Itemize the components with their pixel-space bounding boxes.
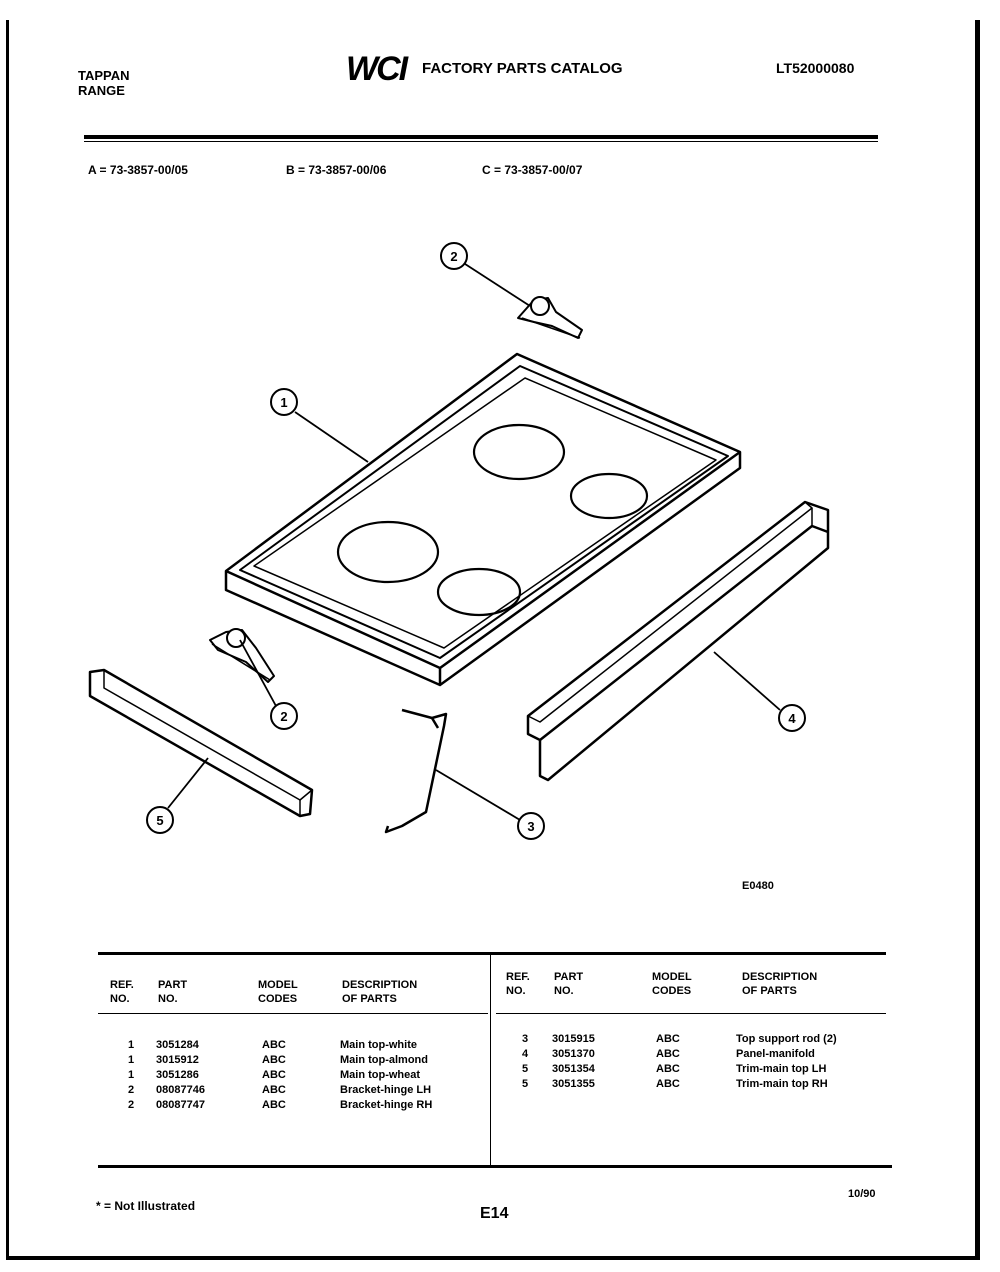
page-number: E14: [480, 1205, 509, 1222]
callout-2-top: 2: [450, 249, 458, 264]
callout-4: 4: [788, 711, 796, 726]
table-row: 5 3051355 ABC Trim-main top RH: [522, 1078, 828, 1090]
product-type: RANGE: [78, 83, 125, 98]
not-illustrated-note: * = Not Illustrated: [96, 1199, 196, 1213]
model-b: B = 73-3857-00/06: [286, 163, 387, 177]
model-a: A = 73-3857-00/05: [88, 163, 188, 177]
table-row: 1 3051284 ABC Main top-white: [128, 1039, 417, 1051]
callout-1: 1: [280, 395, 288, 410]
trim-main-top: [90, 670, 312, 816]
table-row: 2 08087746 ABC Bracket-hinge LH: [128, 1084, 432, 1096]
bracket-hinge-lh: [210, 629, 274, 682]
wci-logo: WCI: [346, 50, 407, 88]
brand-name: TAPPAN: [78, 68, 130, 83]
callout-5: 5: [156, 813, 164, 828]
table-divider: [490, 955, 491, 1165]
callout-2-bottom: 2: [280, 709, 288, 724]
callout-3: 3: [527, 819, 535, 834]
table-row: 1 3015912 ABC Main top-almond: [128, 1054, 428, 1066]
table-bottom-rule: [98, 1165, 892, 1168]
catalog-number: LT52000080: [776, 60, 855, 76]
catalog-title: FACTORY PARTS CATALOG: [422, 60, 623, 77]
parts-table-header-right: REF. NO. PART NO. MODEL CODES DESCRIPTION OF PARTS: [506, 971, 818, 997]
table-row: 5 3051354 ABC Trim-main top LH: [522, 1063, 827, 1075]
table-row: 3 3015915 ABC Top support rod (2): [522, 1033, 837, 1045]
model-c: C = 73-3857-00/07: [482, 163, 583, 177]
catalog-date: 10/90: [848, 1188, 876, 1200]
figure-code: E0480: [742, 880, 774, 892]
table-row: 1 3051286 ABC Main top-wheat: [128, 1069, 421, 1081]
parts-table-left: [128, 1038, 432, 1113]
table-top-rule: [98, 952, 886, 955]
parts-table-right: [522, 1032, 837, 1092]
table-row: 2 08087747 ABC Bracket-hinge RH: [128, 1099, 433, 1111]
header-underline-right: [496, 1013, 886, 1014]
table-row: 4 3051370 ABC Panel-manifold: [522, 1048, 815, 1060]
parts-table-header-left: REF. NO. PART NO. MODEL CODES DESCRIPTION OF PARTS: [110, 979, 418, 1005]
bracket-hinge-rh: [518, 297, 582, 338]
header-underline-left: [98, 1013, 488, 1014]
